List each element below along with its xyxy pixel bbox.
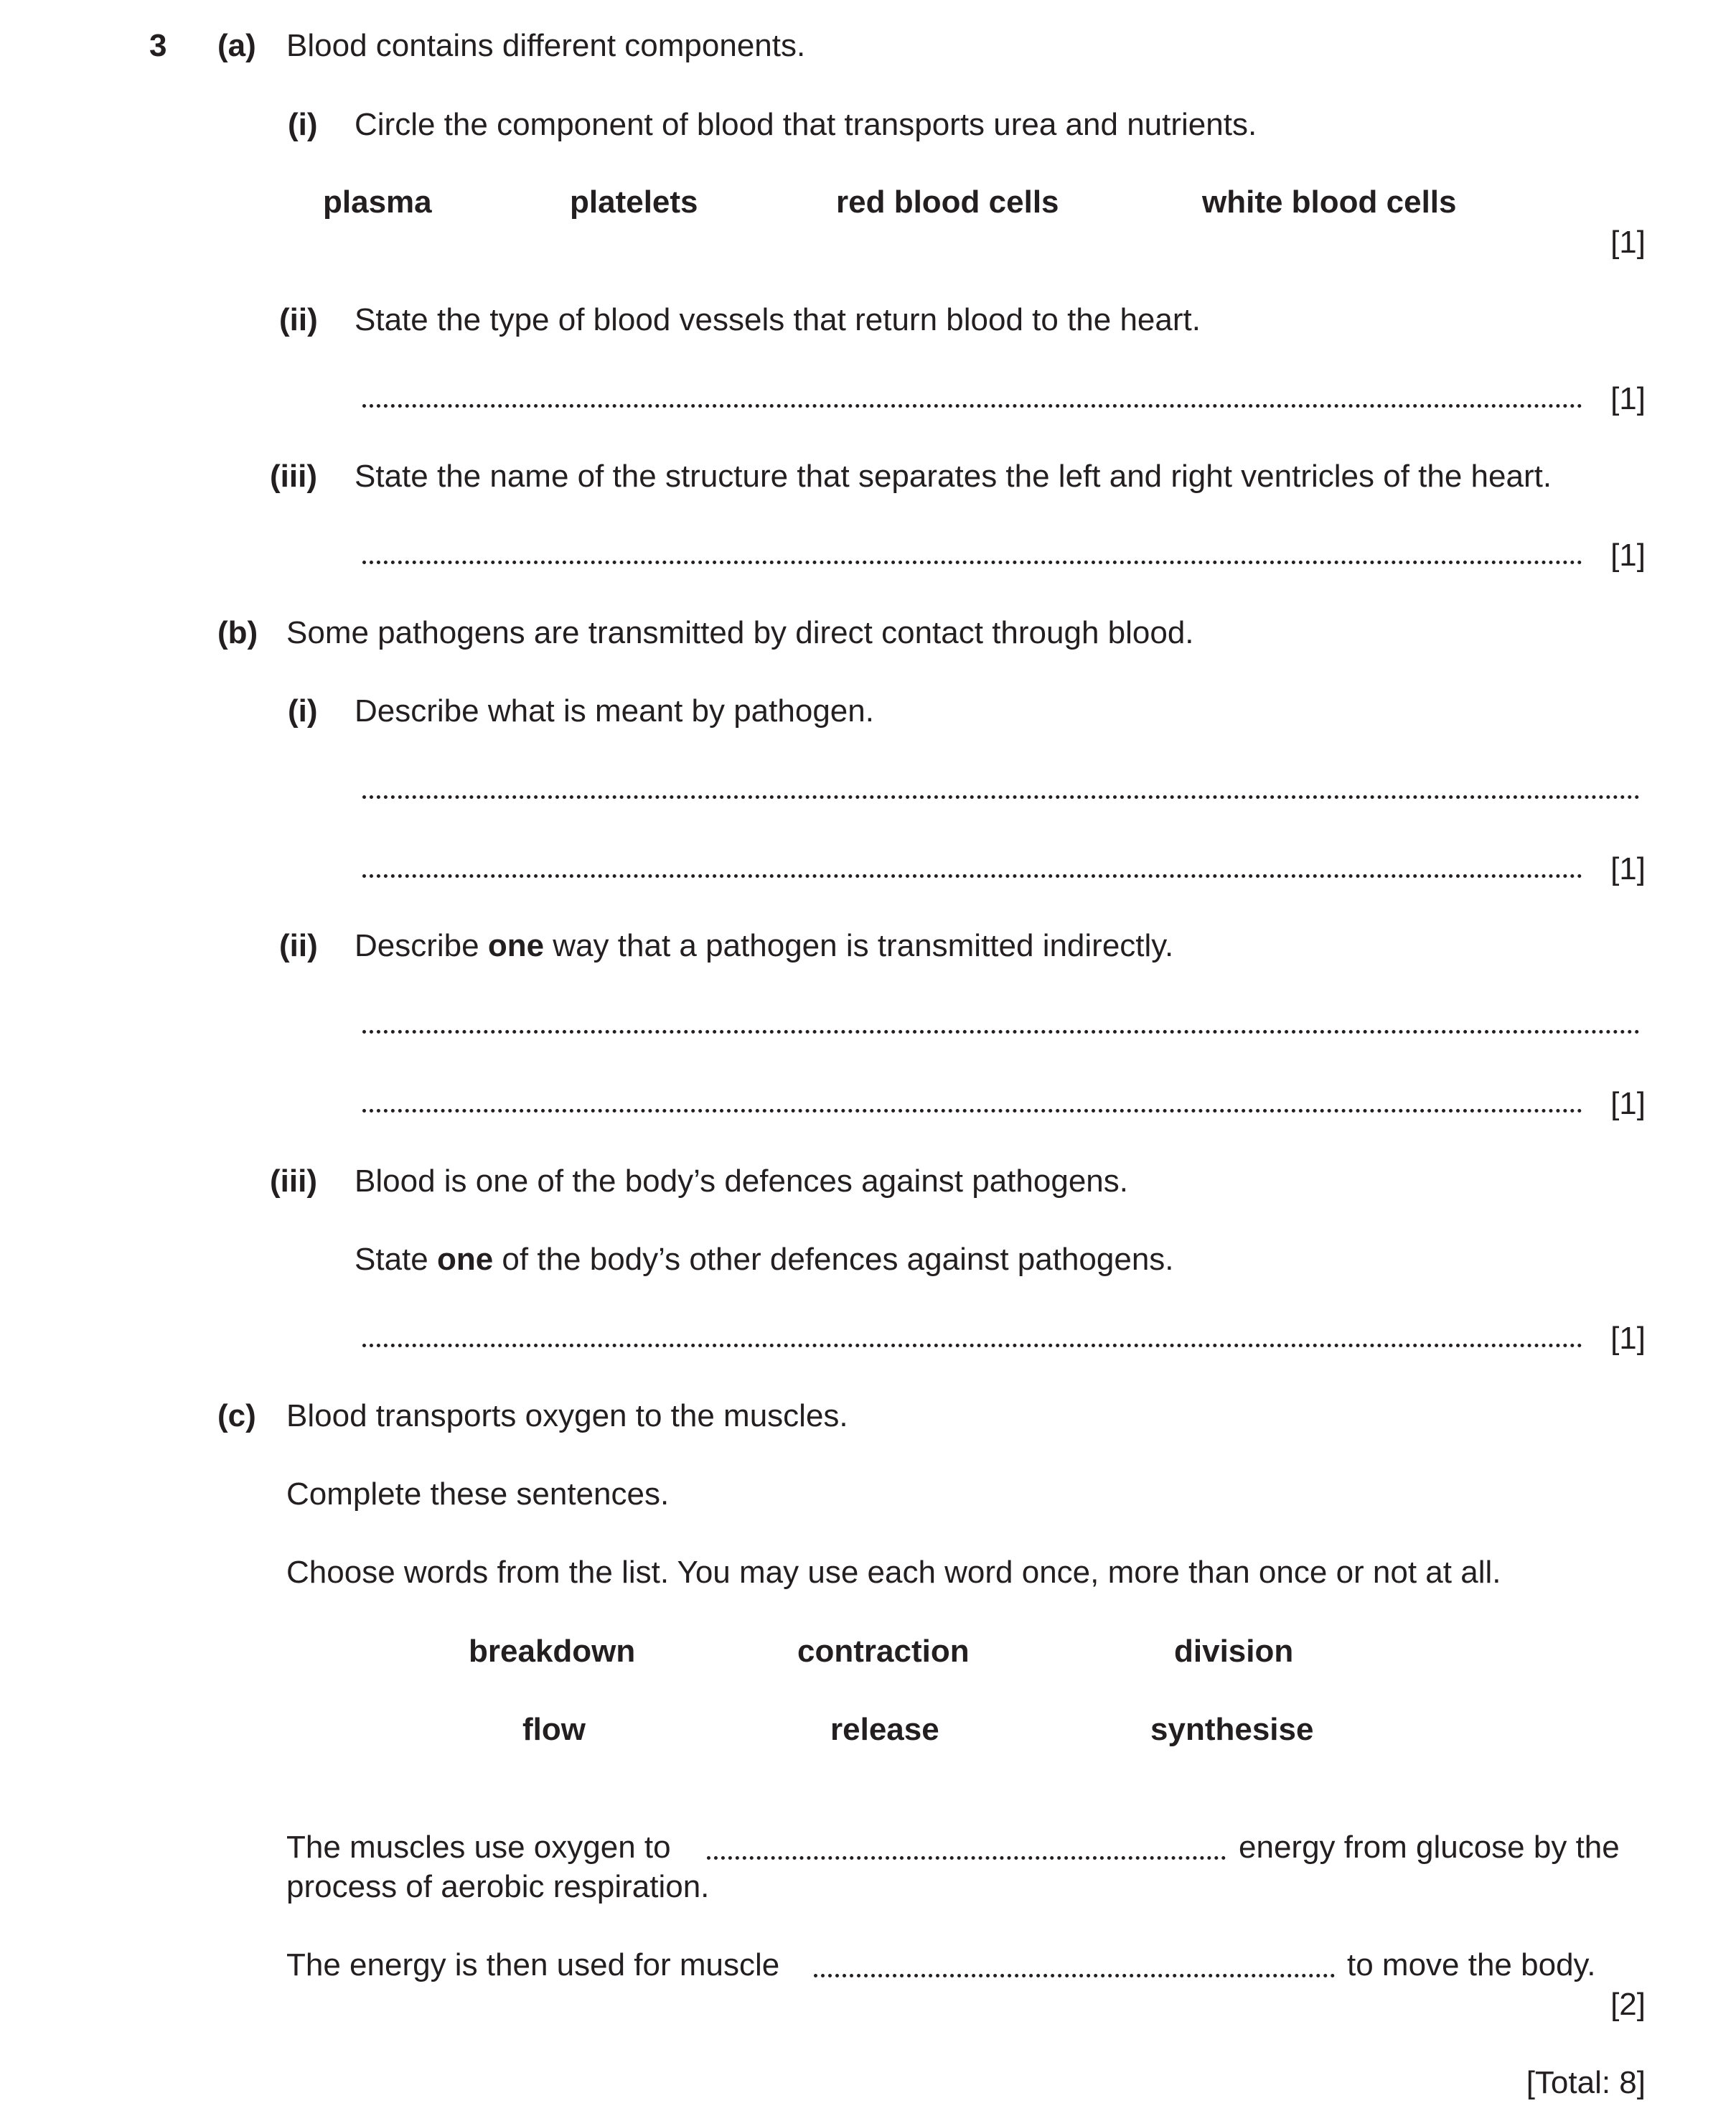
- part-b-i-marks: [1]: [1610, 851, 1646, 886]
- part-b-iii-text: Blood is one of the body’s defences against pathogens.: [355, 1163, 1128, 1199]
- blank-1[interactable]: [707, 1856, 1226, 1860]
- part-a-i-label: (i): [288, 107, 318, 142]
- part-b-i-text: Describe what is meant by pathogen.: [355, 693, 874, 729]
- part-b-ii-label: (ii): [279, 928, 318, 963]
- part-b-iii-text2: [355, 1241, 1174, 1278]
- part-a-iii-marks: [1]: [1610, 538, 1646, 573]
- answer-line-b-i-2[interactable]: [362, 874, 1582, 878]
- question-number: 3: [149, 28, 167, 63]
- part-a-label: (a): [217, 28, 256, 63]
- part-c-marks: [2]: [1610, 1987, 1646, 2022]
- sentence-1-cont: process of aerobic respiration.: [286, 1869, 710, 1904]
- option-red-blood-cells[interactable]: red blood cells: [836, 184, 1059, 220]
- sentence-1-start: The muscles use oxygen to: [286, 1830, 671, 1865]
- answer-line-b-iii[interactable]: [362, 1344, 1582, 1347]
- part-b-iii-text2-before: State: [355, 1242, 437, 1277]
- part-c-stem: Blood transports oxygen to the muscles.: [286, 1398, 848, 1433]
- part-c-instruction-2: Choose words from the list. You may use each word once, more than once or not at all.: [286, 1555, 1501, 1590]
- part-a-stem: Blood contains different components.: [286, 28, 806, 63]
- part-b-label: (b): [217, 615, 258, 650]
- word-release: release: [830, 1712, 939, 1747]
- part-a-ii-marks: [1]: [1610, 381, 1646, 416]
- part-b-iii-label: (iii): [270, 1163, 317, 1199]
- word-division: division: [1174, 1634, 1294, 1669]
- word-contraction: contraction: [797, 1634, 970, 1669]
- option-platelets[interactable]: platelets: [570, 184, 698, 220]
- part-a-iii-text: State the name of the structure that separates the left and right ventricles of the heart.: [355, 459, 1552, 494]
- option-white-blood-cells[interactable]: white blood cells: [1202, 184, 1457, 220]
- part-b-i-label: (i): [288, 693, 318, 729]
- part-a-iii-label: (iii): [270, 459, 317, 494]
- part-c-instruction-1: Complete these sentences.: [286, 1476, 670, 1512]
- answer-line-b-i-1[interactable]: [362, 795, 1640, 799]
- part-b-ii-text-after: way that a pathogen is transmitted indirectly.: [544, 928, 1174, 963]
- part-b-iii-marks: [1]: [1610, 1321, 1646, 1356]
- part-b-iii-text2-bold: one: [436, 1242, 494, 1277]
- part-a-ii-label: (ii): [279, 302, 318, 337]
- part-b-iii-text2-after: of the body’s other defences against pathogens.: [493, 1242, 1174, 1277]
- option-plasma[interactable]: plasma: [323, 184, 432, 220]
- part-a-i-text: Circle the component of blood that transports urea and nutrients.: [355, 107, 1257, 142]
- part-b-stem: Some pathogens are transmitted by direct contact through blood.: [286, 615, 1194, 650]
- part-a-i-marks: [1]: [1610, 225, 1646, 260]
- sentence-2-end: to move the body.: [1347, 1947, 1596, 1982]
- word-flow: flow: [522, 1712, 586, 1747]
- answer-line-a-iii[interactable]: [362, 561, 1582, 564]
- part-a-ii-text: State the type of blood vessels that return blood to the heart.: [355, 302, 1201, 337]
- answer-line-a-ii[interactable]: [362, 404, 1582, 408]
- sentence-2-start: The energy is then used for muscle: [286, 1947, 780, 1982]
- blank-2[interactable]: [814, 1974, 1335, 1977]
- part-b-ii-text-before: Describe: [355, 928, 488, 963]
- total-marks: [Total: 8]: [1526, 2065, 1646, 2100]
- part-b-ii-marks: [1]: [1610, 1086, 1646, 1121]
- part-b-ii-text-bold: one: [487, 928, 545, 963]
- word-synthesise: synthesise: [1150, 1712, 1314, 1747]
- sentence-1-end: energy from glucose by the: [1239, 1830, 1620, 1865]
- answer-line-b-ii-1[interactable]: [362, 1030, 1640, 1034]
- part-c-label: (c): [217, 1398, 256, 1433]
- part-b-ii-text: [355, 927, 1173, 965]
- answer-line-b-ii-2[interactable]: [362, 1109, 1582, 1113]
- word-breakdown: breakdown: [469, 1634, 636, 1669]
